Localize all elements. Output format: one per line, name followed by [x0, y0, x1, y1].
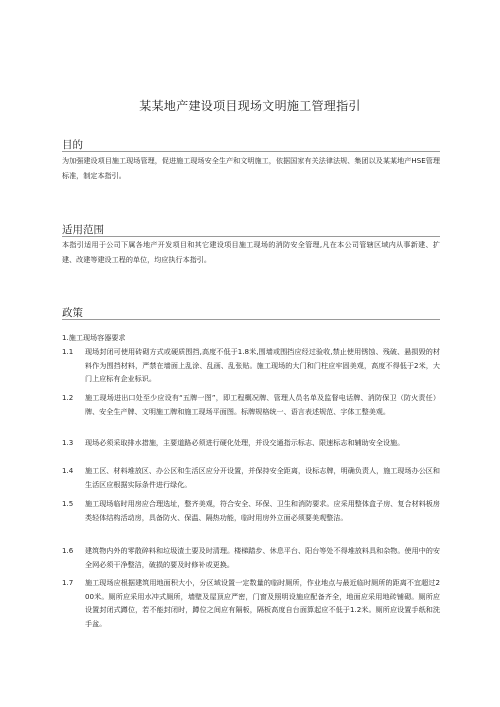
scope-paragraph: 本指引适用于公司下属各地产开发项目和其它建设项目施工现场的消防安全管理,凡在本公司管辖区域内从事新建、扩建、改建等建设工程的单位，均应执行本指引。: [62, 240, 440, 264]
document-title: 某某地产建设项目现场文明施工管理指引: [139, 99, 361, 113]
policy-item: [62, 436, 440, 450]
policy-item-text: 建筑物内外的零散碎料和垃圾渣土要及时清理。楼梯踏步、休息平台、阳台等处不得堆放料具和杂物。使用中的安全网必须干净整洁，破损的要及时修补或更换。: [85, 546, 440, 569]
policy-item-text: 现场封闭可使用砖砌方式或硬质围挡,高度不低于1.8米,围墙或围挡应经过验收,禁止使用锈蚀、残破、悬损毁的材料作为围挡材料，严禁在墙面上乱涂、乱画、乱张贴。施工现场的大门和门柱应牢固美观，高度不得低于2米，大门上应标有企业标识。: [85, 347, 440, 384]
section-divider: [62, 151, 440, 152]
policy-item: [62, 497, 440, 524]
purpose-paragraph: 为加强建设项目施工现场管理，促进施工现场安全生产和文明施工，依据国家有关法律法规、集团以及某某地产HSE管理标准，制定本指引。: [62, 156, 440, 180]
policy-item-text: 施工区、材料堆放区、办公区和生活区应分开设置，并保持安全距离，设标志牌，明确负责人，施工现场办公区和生活区应根据实际条件进行绿化。: [85, 466, 440, 489]
section-heading-purpose: 目的: [62, 139, 83, 151]
policy-item: [62, 464, 440, 491]
section-divider: [62, 236, 440, 237]
policy-item-text: 施工现场应根据建筑用地面积大小，分区域设置一定数量的临时厕所，作业地点与最近临时厕所的距离不宜超过200米。厕所应采用水冲式厕所，墙壁及屋顶应严密，门窗及照明设施应配备齐全，地面应采用地砖铺砌。厕所应设置封闭式蹲位，若不能封闭时，蹲位之间应有隔板，隔板高度自台面算起应不低于1.2米。厕所应设置手纸和洗手盆。: [85, 578, 440, 629]
policy-item: [62, 576, 440, 631]
section-heading-scope: 适用范围: [62, 224, 104, 236]
section-heading-policy: 政策: [62, 307, 83, 319]
policy-item-text: 施工现场临时用房应合理选址，整齐美观，符合安全、环保、卫生和消防要求。应采用整体盒子房、复合材料板房类轻体结构活动房，具备防火、保温、隔热功能，临时用房外立面必须要美观整洁。: [85, 499, 440, 522]
policy-item-number: 1.7: [62, 578, 74, 587]
policy-item-text: 施工现场进出口处至少应设有“五牌一图”，即工程概况牌、管理人员名单及监督电话牌、消防保卫（防火责任）牌、安全生产牌、文明施工牌和施工现场平面图。标牌规格统一、语言表述规范、字体工整美观。: [85, 393, 440, 416]
policy-item-number: 1.4: [62, 466, 74, 475]
section-divider: [62, 319, 440, 320]
policy-item: [62, 391, 440, 418]
policy-subheading: 1.施工现场容器要求: [62, 333, 126, 342]
policy-item-number: 1.1: [62, 347, 74, 356]
policy-item-number: 1.2: [62, 393, 74, 402]
policy-item-number: 1.5: [62, 499, 74, 508]
policy-item: [62, 544, 440, 571]
policy-item-text: 现场必须采取排水措施，主要道路必须进行硬化处理，并设交通指示标志、限速标志和辅助安全设施。: [85, 438, 405, 447]
policy-item-number: 1.3: [62, 438, 74, 447]
policy-item-number: 1.6: [62, 546, 74, 555]
policy-item: [62, 345, 440, 386]
